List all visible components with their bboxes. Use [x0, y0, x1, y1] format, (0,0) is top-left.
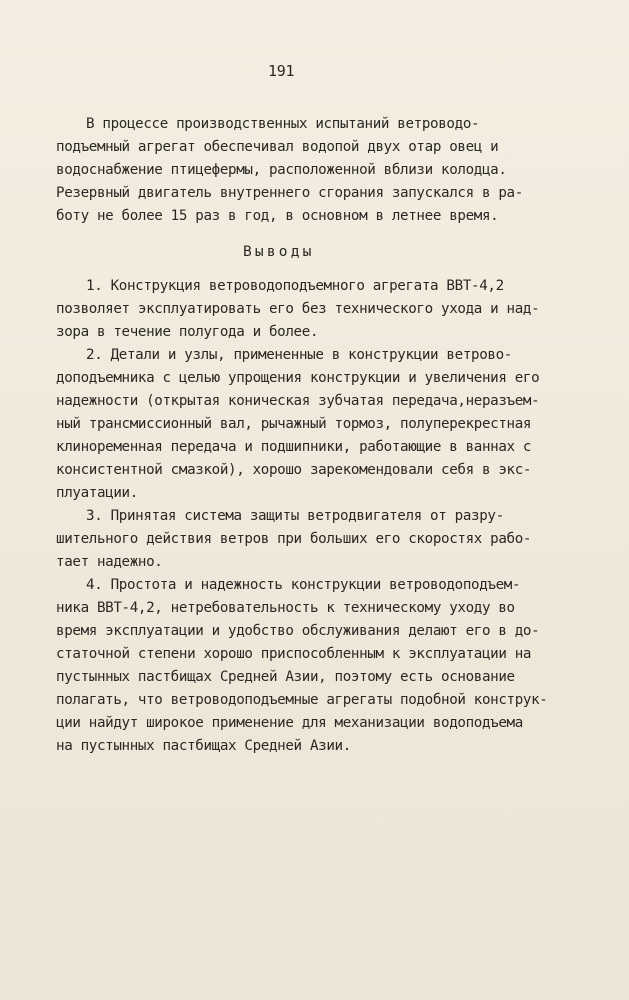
text-line: В процессе производственных испытаний ветроводо- — [86, 116, 480, 132]
page-number: 191 — [268, 62, 295, 80]
text-line: ный трансмиссионный вал, рычажный тормоз, полуперекрестная — [56, 416, 532, 432]
text-line: надежности (открытая коническая зубчатая передача,неразъем- — [56, 393, 540, 409]
text-line: боту не более 15 раз в год, в основном в летнее время. — [56, 208, 499, 224]
text-line: плуатации. — [56, 485, 138, 501]
text-line: на пустынных пастбищах Средней Азии. — [56, 738, 351, 754]
text-line: статочной степени хорошо приспособленным к эксплуатации на — [56, 646, 532, 662]
text-line: пустынных пастбищах Средней Азии, поэтому есть основание — [56, 669, 515, 685]
text-line: время эксплуатации и удобство обслуживания делают его в до- — [56, 623, 540, 639]
text-line: клиноременная передача и подшипники, работающие в ваннах с — [56, 439, 532, 455]
section-heading: Выводы — [243, 244, 315, 260]
text-line: зора в течение полугода и более. — [56, 324, 319, 340]
text-line: ции найдут широкое применение для механизации водоподъема — [56, 715, 523, 731]
text-line: Резервный двигатель внутреннего сгорания запускался в ра- — [56, 185, 523, 201]
conclusion-item-1: 1. Конструкция ветроводоподъемного агрегата ВВТ-4,2 — [86, 278, 504, 294]
text-line: ника ВВТ-4,2, нетребовательность к техническому уходу во — [56, 600, 515, 616]
text-line: тает надежно. — [56, 554, 163, 570]
text-line: консистентной смазкой), хорошо зарекомендовали себя в экс- — [56, 462, 532, 478]
text-line: подъемный агрегат обеспечивал водопой двух отар овец и — [56, 139, 499, 155]
text-line: шительного действия ветров при больших его скоростях рабо- — [56, 531, 532, 547]
text-line: позволяет эксплуатировать его без технического ухода и над- — [56, 301, 540, 317]
conclusion-item-3: 3. Принятая система защиты ветродвигателя от разру- — [86, 508, 504, 524]
conclusion-item-4: 4. Простота и надежность конструкции ветроводоподъем- — [86, 577, 521, 593]
text-line: полагать, что ветроводоподъемные агрегаты подобной конструк- — [56, 692, 548, 708]
conclusion-item-2: 2. Детали и узлы, примененные в конструкции ветрово- — [86, 347, 512, 363]
text-line: водоснабжение птицефермы, расположенной вблизи колодца. — [56, 162, 507, 178]
text-line: доподъемника с целью упрощения конструкции и увеличения его — [56, 370, 540, 386]
